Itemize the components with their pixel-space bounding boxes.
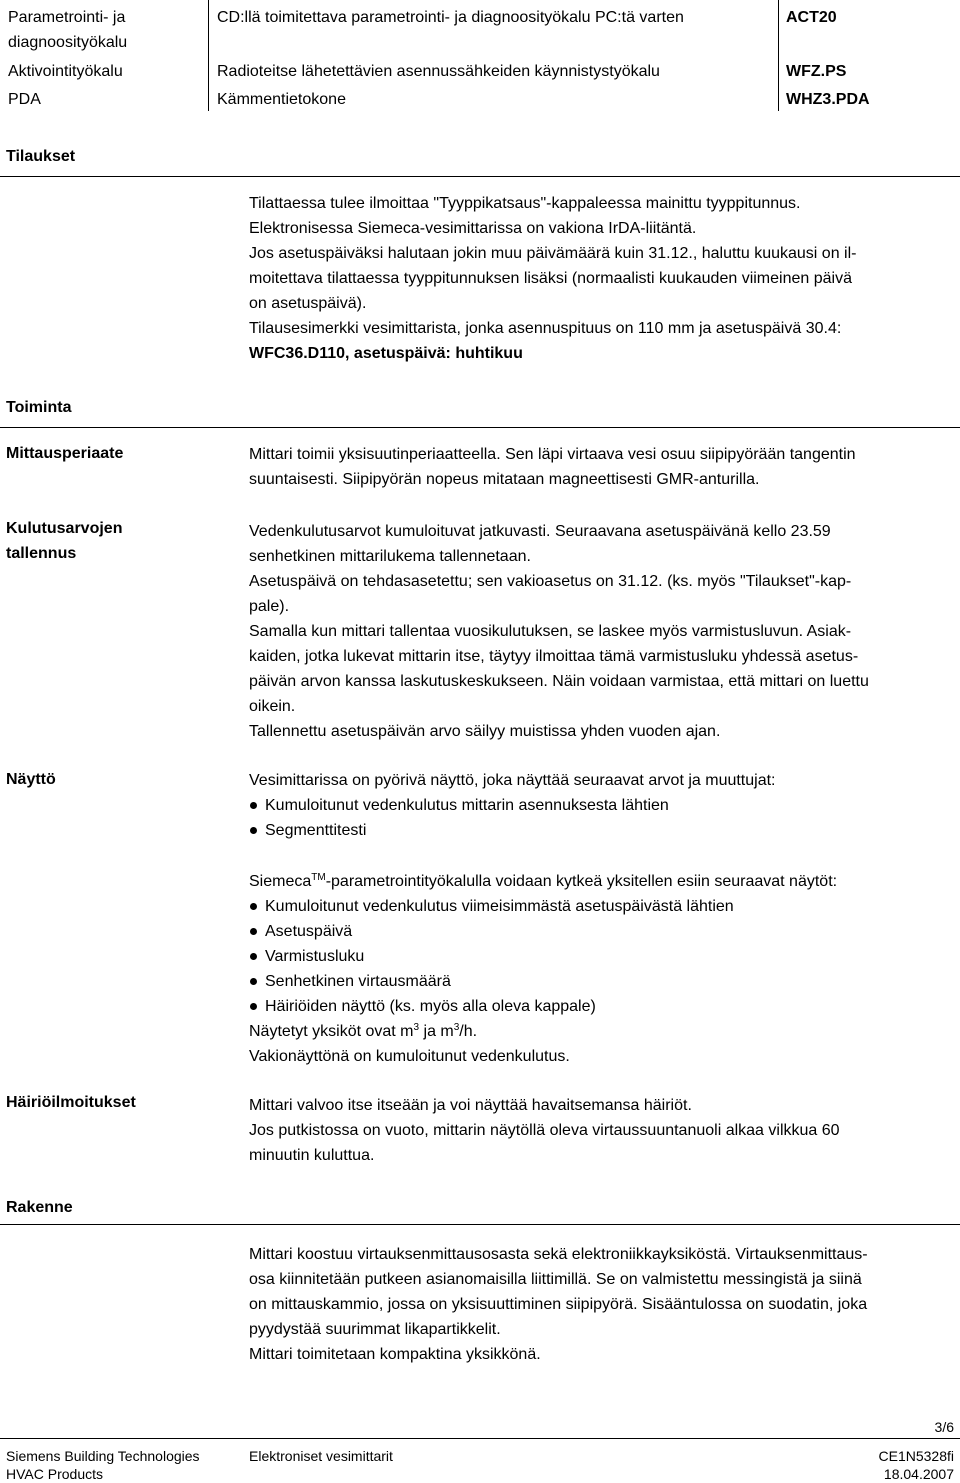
naytto-option-item: Senhetkinen virtausmäärä — [249, 969, 957, 994]
naytto-bullet-item: Kumuloitunut vedenkulutus mittarin asennuksesta lähtien — [249, 793, 957, 818]
naytto-option-item: Häiriöiden näyttö (ks. myös alla oleva kappale) — [249, 994, 957, 1019]
bullet-icon — [250, 953, 257, 960]
hairio-line: Mittari valvoo itse itseään ja voi näyttää havaitsemansa häiriöt. — [249, 1097, 692, 1114]
kulutusarvojen-line: oikein. — [249, 698, 296, 715]
footer-division: HVAC Products — [6, 1466, 103, 1482]
bullet-icon — [250, 1003, 257, 1010]
kulutusarvojen-line: senhetkinen mittarilukema tallennetaan. — [249, 548, 531, 565]
mittausperiaate-text — [249, 442, 957, 492]
label-kulutusarvojen-line-1: Kulutusarvojen — [6, 520, 123, 537]
kulutusarvojen-line: Tallennettu asetuspäivän arvo säilyy muistissa yhden vuoden ajan. — [249, 723, 721, 740]
header-tool-desc: CD:llä toimitettava parametrointi- ja diagnoosityökalu PC:tä varten — [217, 9, 684, 26]
bullet-icon — [250, 978, 257, 985]
tilaukset-line: moitettava tilattaessa tyyppitunnuksen lisäksi (normaalisti kuukauden viimeinen päivä — [249, 270, 852, 287]
tilaukset-line: Jos asetuspäiväksi halutaan jokin muu päivämäärä kuin 31.12., haluttu kuukausi on il- — [249, 245, 857, 262]
rakenne-line: on mittauskammio, jossa on yksisuuttiminen siipipyörä. Sisääntulossa on suodatin, joka — [249, 1296, 868, 1313]
label-kulutusarvojen-line-2: tallennus — [6, 544, 77, 562]
tilaukset-text — [249, 191, 957, 366]
trademark-mark: TM — [311, 872, 326, 883]
kulutusarvojen-line: Samalla kun mittari tallentaa vuosikulutuksen, se laskee myös varmistusluvun. Asiak- — [249, 623, 852, 640]
header-tool-name-1: Parametrointi- ja — [8, 9, 126, 26]
label-hairioilmoitukset: Häiriöilmoitukset — [6, 1094, 136, 1111]
rakenne-line: Mittari toimitetaan kompaktina yksikkönä. — [249, 1346, 541, 1363]
kulutusarvojen-line: kaiden, jotka lukevat mittarin itse, täytyy ilmoittaa tämä varmistusluku yhdessä asetus- — [249, 648, 859, 665]
naytto-siemeca-text — [249, 869, 957, 1069]
section-heading-rakenne: Rakenne — [6, 1199, 73, 1216]
header-tool-name-2: diagnoosityökalu — [8, 34, 128, 51]
header-tool-code: ACT20 — [786, 9, 837, 26]
hairio-line: minuutin kuluttua. — [249, 1147, 375, 1164]
kulutusarvojen-line: pale). — [249, 598, 290, 615]
label-kulutusarvojen-tallennus — [6, 517, 206, 566]
naytto-text — [249, 768, 957, 843]
kulutusarvojen-line: Vedenkulutusarvot kumuloituvat jatkuvasti. Seuraavana asetuspäivänä kello 23.59 — [249, 523, 831, 540]
mittausperiaate-line: suuntaisesti. Siipipyörän nopeus mitataan magneettisesti GMR-anturilla. — [249, 471, 760, 488]
naytto-bullet-item: Segmenttitesti — [249, 818, 957, 843]
bullet-icon — [250, 827, 257, 834]
kulutusarvojen-text — [249, 519, 957, 744]
naytto-siemeca-intro: Siemeca™-parametrointityökalulla voidaan kytkeä yksitellen esiin seuraavat näytöt: — [249, 872, 838, 890]
header-pda-code: WHZ3.PDA — [786, 91, 870, 108]
tilaukset-example: WFC36.D110, asetuspäivä: huhtikuu — [249, 345, 523, 362]
divider-rakenne — [0, 1224, 960, 1225]
rakenne-line: pyydystää suurimmat likapartikkelit. — [249, 1321, 501, 1338]
page-number: 3/6 — [934, 1419, 954, 1435]
naytto-option-item: Kumuloitunut vedenkulutus viimeisimmästä asetuspäivästä lähtien — [249, 894, 957, 919]
rakenne-text — [249, 1242, 957, 1367]
naytto-units: Näytetyt yksiköt ovat $m^3$ ja $m^3/h$. — [249, 1022, 478, 1040]
bullet-icon — [250, 903, 257, 910]
tilaukset-line: on asetuspäivä). — [249, 295, 367, 312]
footer-date: 18.04.2007 — [883, 1466, 954, 1482]
header-activation-name: Aktivointityökalu — [8, 63, 123, 80]
tilaukset-line: Elektronisessa Siemeca-vesimittarissa on vakiona IrDA-liitäntä. — [249, 220, 697, 237]
tilaukset-line: Tilausesimerkki vesimittarista, jonka asennuspituus on 110 mm ja asetuspäivä 30.4: — [249, 320, 842, 337]
kulutusarvojen-line: Asetuspäivä on tehdasasetettu; sen vakioasetus on 31.12. (ks. myös "Tilaukset"-kap- — [249, 573, 852, 590]
label-naytto: Näyttö — [6, 771, 56, 788]
header-pda-name: PDA — [8, 91, 41, 108]
footer-doc-id: CE1N5328fi — [878, 1448, 954, 1464]
footer-title: Elektroniset vesimittarit — [249, 1448, 393, 1464]
bullet-icon — [250, 928, 257, 935]
header-activation-desc: Radioteitse lähetettävien asennussähkeiden käynnistystyökalu — [217, 63, 660, 80]
label-mittausperiaate: Mittausperiaate — [6, 445, 124, 462]
tilaukset-line: Tilattaessa tulee ilmoittaa "Tyyppikatsaus"-kappaleessa mainittu tyyppitunnus. — [249, 195, 801, 212]
naytto-default: Vakionäyttönä on kumuloitunut vedenkulutus. — [249, 1048, 570, 1065]
rakenne-line: Mittari koostuu virtauksenmittausosasta sekä elektroniikkayksiköstä. Virtauksenmittaus- — [249, 1246, 868, 1263]
rakenne-line: osa kiinnitetään putkeen asianomaisilla liittimillä. Se on valmistettu messingistä ja siinä — [249, 1271, 862, 1288]
naytto-option-item: Varmistusluku — [249, 944, 957, 969]
naytto-option-item: Asetuspäivä — [249, 919, 957, 944]
footer-company: Siemens Building Technologies — [6, 1448, 200, 1464]
divider-tilaukset — [0, 176, 960, 177]
header-pda-desc: Kämmentietokone — [217, 91, 346, 108]
naytto-intro: Vesimittarissa on pyörivä näyttö, joka näyttää seuraavat arvot ja muuttujat: — [249, 772, 776, 789]
mittausperiaate-line: Mittari toimii yksisuutinperiaatteella. Sen läpi virtaava vesi osuu siipipyörään tangentin — [249, 446, 856, 463]
section-heading-toiminta: Toiminta — [6, 399, 72, 416]
bullet-icon — [250, 802, 257, 809]
kulutusarvojen-line: päivän arvon kanssa laskutuskeskukseen. Näin voidaan varmistaa, että mittari on luettu — [249, 673, 869, 690]
hairio-text — [249, 1093, 957, 1168]
hairio-line: Jos putkistossa on vuoto, mittarin näytöllä oleva virtaussuuntanuoli alkaa vilkkua 60 — [249, 1122, 840, 1139]
divider-toiminta — [0, 427, 960, 428]
section-heading-tilaukset: Tilaukset — [6, 148, 76, 165]
footer-divider — [0, 1438, 960, 1439]
header-activation-code: WFZ.PS — [786, 63, 847, 80]
